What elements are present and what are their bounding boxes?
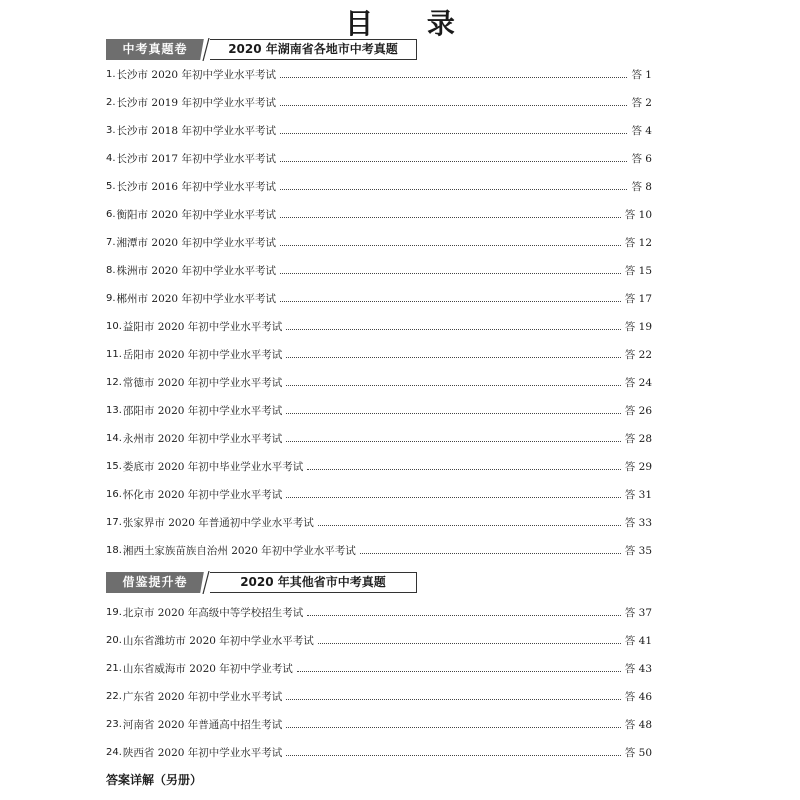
entry-page: 答 24: [624, 376, 652, 389]
entry-title: 山东省威海市 2020 年初中学业考试: [122, 662, 293, 675]
entry-number: 7.: [106, 236, 116, 248]
entry-page: 答 1: [631, 68, 652, 81]
entry-title: 岳阳市 2020 年初中学业水平考试: [122, 348, 283, 361]
entry-title: 张家界市 2020 年普通初中学业水平考试: [122, 516, 314, 529]
dot-leader: [286, 413, 620, 414]
dot-leader: [297, 671, 621, 672]
toc-entry[interactable]: [106, 256, 652, 284]
entry-page: 答 48: [624, 718, 652, 731]
entry-number: 2.: [106, 96, 116, 108]
toc-entry[interactable]: [106, 396, 652, 424]
entry-page: 答 26: [624, 404, 652, 417]
dot-leader: [280, 301, 621, 302]
toc-entry[interactable]: [106, 228, 652, 256]
entry-number: 6.: [106, 208, 116, 220]
dot-leader: [286, 329, 620, 330]
entry-title: 长沙市 2017 年初中学业水平考试: [116, 152, 276, 165]
dot-leader: [280, 77, 628, 78]
entry-page: 答 37: [624, 606, 652, 619]
entry-title: 怀化市 2020 年初中学业水平考试: [122, 488, 283, 501]
entry-page: 答 35: [624, 544, 652, 557]
entry-page: 答 43: [624, 662, 652, 675]
entry-number: 20.: [106, 634, 122, 646]
section-heading: 2020 年湖南省各地市中考真题: [210, 39, 417, 60]
entry-number: 17.: [106, 516, 122, 528]
section-heading: 2020 年其他省市中考真题: [210, 572, 417, 593]
toc-entry[interactable]: [106, 200, 652, 228]
section-tag: 中考真题卷: [106, 39, 204, 60]
entry-title: 郴州市 2020 年初中学业水平考试: [116, 292, 276, 305]
toc-entry[interactable]: [106, 710, 652, 738]
entry-title: 陕西省 2020 年初中学业水平考试: [122, 746, 283, 759]
entry-number: 16.: [106, 488, 122, 500]
entry-number: 3.: [106, 124, 116, 136]
entry-page: 答 12: [624, 236, 652, 249]
toc-entry[interactable]: [106, 88, 652, 116]
toc-entry[interactable]: [106, 284, 652, 312]
dot-leader: [280, 189, 628, 190]
entry-number: 23.: [106, 718, 122, 730]
entry-title: 湘潭市 2020 年初中学业水平考试: [116, 236, 276, 249]
toc-entry[interactable]: [106, 536, 652, 564]
dot-leader: [307, 469, 620, 470]
dot-leader: [280, 245, 621, 246]
toc-entry[interactable]: [106, 172, 652, 200]
dot-leader: [286, 385, 620, 386]
entry-page: 答 10: [624, 208, 652, 221]
dot-leader: [286, 755, 620, 756]
entry-number: 8.: [106, 264, 116, 276]
dot-leader: [280, 105, 628, 106]
toc-entry[interactable]: [106, 116, 652, 144]
entry-number: 9.: [106, 292, 116, 304]
dot-leader: [307, 615, 620, 616]
toc-entry[interactable]: [106, 738, 652, 766]
toc-entry[interactable]: [106, 368, 652, 396]
entry-page: 答 41: [624, 634, 652, 647]
toc-entry[interactable]: [106, 452, 652, 480]
dot-leader: [280, 217, 621, 218]
entry-title: 长沙市 2016 年初中学业水平考试: [116, 180, 276, 193]
dot-leader: [318, 525, 621, 526]
entry-title: 常德市 2020 年初中学业水平考试: [122, 376, 283, 389]
toc-entry[interactable]: [106, 480, 652, 508]
dot-leader: [280, 273, 621, 274]
entry-number: 1.: [106, 68, 116, 80]
toc-list-section-2: [106, 598, 652, 766]
entry-page: 答 17: [624, 292, 652, 305]
entry-page: 答 19: [624, 320, 652, 333]
entry-title: 湘西土家族苗族自治州 2020 年初中学业水平考试: [122, 544, 356, 557]
dot-leader: [280, 161, 628, 162]
entry-page: 答 2: [631, 96, 652, 109]
entry-number: 18.: [106, 544, 122, 556]
entry-number: 24.: [106, 746, 122, 758]
toc-entry[interactable]: [106, 508, 652, 536]
entry-title: 长沙市 2018 年初中学业水平考试: [116, 124, 276, 137]
dot-leader: [280, 133, 628, 134]
entry-number: 12.: [106, 376, 122, 388]
entry-title: 邵阳市 2020 年初中学业水平考试: [122, 404, 283, 417]
toc-entry[interactable]: [106, 654, 652, 682]
entry-page: 答 6: [631, 152, 652, 165]
entry-title: 山东省潍坊市 2020 年初中学业水平考试: [122, 634, 314, 647]
page-title: 目 录: [345, 7, 477, 40]
entry-number: 10.: [106, 320, 122, 332]
entry-page: 答 31: [624, 488, 652, 501]
dot-leader: [286, 727, 620, 728]
toc-entry[interactable]: [106, 598, 652, 626]
entry-page: 答 28: [624, 432, 652, 445]
entry-number: 13.: [106, 404, 122, 416]
entry-page: 答 8: [631, 180, 652, 193]
dot-leader: [286, 357, 620, 358]
entry-page: 答 50: [624, 746, 652, 759]
answer-booklet-note: 答案详解（另册）: [106, 773, 203, 787]
dot-leader: [286, 441, 620, 442]
entry-page: 答 22: [624, 348, 652, 361]
toc-entry[interactable]: [106, 312, 652, 340]
entry-number: 22.: [106, 690, 122, 702]
toc-entry[interactable]: [106, 144, 652, 172]
entry-number: 19.: [106, 606, 122, 618]
dot-leader: [286, 699, 620, 700]
entry-number: 15.: [106, 460, 122, 472]
entry-title: 北京市 2020 年高级中等学校招生考试: [122, 606, 304, 619]
entry-title: 永州市 2020 年初中学业水平考试: [122, 432, 283, 445]
section-header-1: [106, 39, 418, 60]
entry-title: 长沙市 2020 年初中学业水平考试: [116, 68, 276, 81]
entry-title: 河南省 2020 年普通高中招生考试: [122, 718, 283, 731]
entry-number: 4.: [106, 152, 116, 164]
toc-entry[interactable]: [106, 424, 652, 452]
dot-leader: [318, 643, 621, 644]
entry-title: 益阳市 2020 年初中学业水平考试: [122, 320, 283, 333]
toc-entry[interactable]: [106, 60, 652, 88]
section-tag: 借鉴提升卷: [106, 572, 204, 593]
entry-page: 答 4: [631, 124, 652, 137]
entry-page: 答 33: [624, 516, 652, 529]
toc-list-section-1: [106, 60, 652, 564]
entry-page: 答 46: [624, 690, 652, 703]
entry-title: 长沙市 2019 年初中学业水平考试: [116, 96, 276, 109]
entry-number: 11.: [106, 348, 122, 360]
entry-page: 答 15: [624, 264, 652, 277]
entry-title: 株洲市 2020 年初中学业水平考试: [116, 264, 276, 277]
entry-title: 广东省 2020 年初中学业水平考试: [122, 690, 283, 703]
section-header-2: [106, 572, 418, 593]
entry-title: 衡阳市 2020 年初中学业水平考试: [116, 208, 276, 221]
dot-leader: [360, 553, 621, 554]
toc-entry[interactable]: [106, 626, 652, 654]
entry-number: 14.: [106, 432, 122, 444]
entry-title: 娄底市 2020 年初中毕业学业水平考试: [122, 460, 304, 473]
dot-leader: [286, 497, 620, 498]
entry-number: 21.: [106, 662, 122, 674]
entry-page: 答 29: [624, 460, 652, 473]
entry-number: 5.: [106, 180, 116, 192]
toc-entry[interactable]: [106, 340, 652, 368]
toc-entry[interactable]: [106, 682, 652, 710]
